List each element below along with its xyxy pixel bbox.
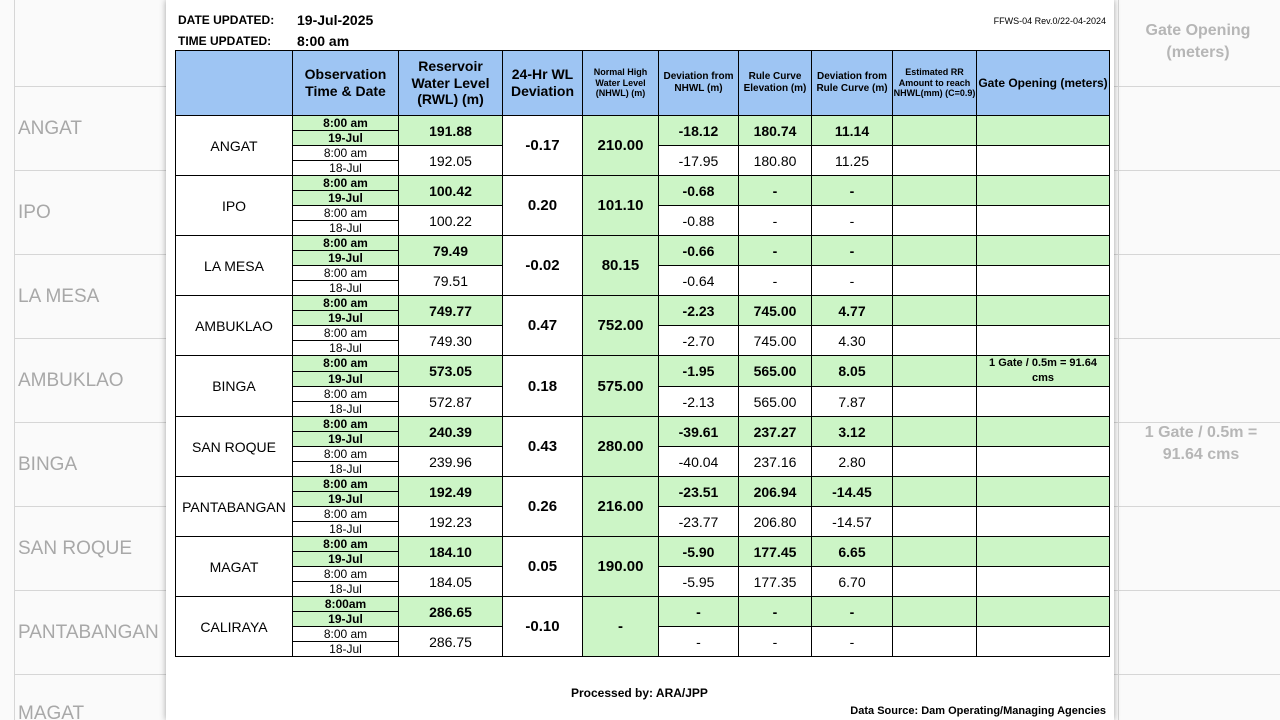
obs-date-previous: 18-Jul (293, 402, 399, 417)
obs-time-previous: 8:00 am (293, 507, 399, 522)
table-row (176, 417, 1110, 432)
dam-name: AMBUKLAO (176, 296, 293, 356)
nhwl-value: - (583, 597, 659, 657)
bg-dam-name: AMBUKLAO (18, 370, 124, 391)
header-deviation-nhwl: Deviation from NHWL (m) (659, 51, 739, 116)
gate-opening-previous (977, 146, 1110, 176)
rwl-previous: 192.05 (399, 146, 503, 176)
obs-date-current: 19-Jul (293, 492, 399, 507)
date-updated-label: DATE UPDATED: (178, 13, 275, 27)
dam-name: BINGA (176, 356, 293, 417)
rule-curve-previous: - (739, 206, 812, 236)
bg-dam-name: LA MESA (18, 286, 100, 307)
deviation-nhwl-current: - (659, 597, 739, 627)
gate-opening-current (977, 417, 1110, 447)
deviation-rule-curve-previous: 6.70 (812, 567, 893, 597)
dam-status-report (166, 0, 1114, 720)
table-header-row (176, 51, 1110, 116)
rule-curve-current: - (739, 176, 812, 206)
deviation-nhwl-previous: - (659, 627, 739, 657)
estimated-rr-previous (893, 206, 977, 236)
obs-time-previous: 8:00 am (293, 146, 399, 161)
deviation-rule-curve-previous: - (812, 206, 893, 236)
time-updated-label: TIME UPDATED: (178, 34, 272, 48)
deviation-nhwl-current: -0.68 (659, 176, 739, 206)
dam-name: CALIRAYA (176, 597, 293, 657)
rwl-current: 192.49 (399, 477, 503, 507)
deviation-rule-curve-current: 8.05 (812, 356, 893, 387)
bg-dam-name: BINGA (18, 454, 78, 475)
obs-time-current: 8:00 am (293, 417, 399, 432)
rwl-previous: 79.51 (399, 266, 503, 296)
obs-time-current: 8:00 am (293, 236, 399, 251)
bg-dam-name: SAN ROQUE (18, 538, 133, 559)
wl-deviation-24hr: 0.47 (503, 296, 583, 356)
gate-opening-current (977, 296, 1110, 326)
obs-time-current: 8:00 am (293, 356, 399, 372)
rule-curve-previous: 206.80 (739, 507, 812, 537)
obs-time-current: 8:00 am (293, 296, 399, 311)
table-row (176, 236, 1110, 251)
nhwl-value: 216.00 (583, 477, 659, 537)
deviation-nhwl-previous: -2.13 (659, 387, 739, 417)
wl-deviation-24hr: 0.05 (503, 537, 583, 597)
obs-date-current: 19-Jul (293, 612, 399, 627)
deviation-rule-curve-current: - (812, 176, 893, 206)
estimated-rr-previous (893, 447, 977, 477)
obs-date-current: 19-Jul (293, 191, 399, 206)
deviation-nhwl-current: -1.95 (659, 356, 739, 387)
obs-date-previous: 18-Jul (293, 341, 399, 356)
rwl-current: 191.88 (399, 116, 503, 146)
deviation-nhwl-previous: -23.77 (659, 507, 739, 537)
rule-curve-previous: 237.16 (739, 447, 812, 477)
rule-curve-current: 177.45 (739, 537, 812, 567)
estimated-rr-previous (893, 507, 977, 537)
rule-curve-current: 237.27 (739, 417, 812, 447)
obs-date-current: 19-Jul (293, 131, 399, 146)
obs-date-previous: 18-Jul (293, 281, 399, 296)
obs-time-previous: 8:00 am (293, 326, 399, 341)
wl-deviation-24hr: -0.10 (503, 597, 583, 657)
estimated-rr-current (893, 597, 977, 627)
rule-curve-current: - (739, 236, 812, 266)
header-nhwl: Normal High Water Level (NHWL) (m) (583, 51, 659, 116)
rwl-previous: 239.96 (399, 447, 503, 477)
obs-time-current: 8:00 am (293, 477, 399, 492)
obs-time-current: 8:00 am (293, 176, 399, 191)
bg-gate-header: Gate Opening (meters) (1145, 22, 1251, 61)
header-rule-curve: Rule Curve Elevation (m) (739, 51, 812, 116)
rule-curve-previous: - (739, 266, 812, 296)
rule-curve-current: - (739, 597, 812, 627)
dam-name: LA MESA (176, 236, 293, 296)
obs-date-current: 19-Jul (293, 432, 399, 447)
rule-curve-previous: 177.35 (739, 567, 812, 597)
obs-time-previous: 8:00 am (293, 266, 399, 281)
gate-opening-current (977, 236, 1110, 266)
rwl-previous: 184.05 (399, 567, 503, 597)
estimated-rr-previous (893, 146, 977, 176)
estimated-rr-current (893, 537, 977, 567)
bg-gate-note: 1 Gate / 0.5m = 91.64 cms (1144, 424, 1258, 463)
rwl-previous: 286.75 (399, 627, 503, 657)
wl-deviation-24hr: 0.43 (503, 417, 583, 477)
wl-deviation-24hr: 0.18 (503, 356, 583, 417)
header-24hr-deviation: 24-Hr WL Deviation (503, 51, 583, 116)
estimated-rr-current (893, 116, 977, 146)
obs-time-previous: 8:00 am (293, 387, 399, 402)
table-row (176, 597, 1110, 612)
rwl-previous: 572.87 (399, 387, 503, 417)
deviation-rule-curve-previous: 4.30 (812, 326, 893, 356)
deviation-rule-curve-previous: 2.80 (812, 447, 893, 477)
gate-opening-previous (977, 447, 1110, 477)
gate-opening-current (977, 176, 1110, 206)
deviation-nhwl-previous: -5.95 (659, 567, 739, 597)
processed-by: Processed by: ARA/JPP (571, 686, 708, 700)
rwl-current: 573.05 (399, 356, 503, 387)
time-updated-value: 8:00 am (297, 33, 350, 49)
deviation-rule-curve-previous: 7.87 (812, 387, 893, 417)
dam-name: IPO (176, 176, 293, 236)
obs-date-previous: 18-Jul (293, 522, 399, 537)
obs-time-current: 8:00 am (293, 116, 399, 131)
rule-curve-previous: 565.00 (739, 387, 812, 417)
blank-header (176, 51, 293, 116)
rule-curve-current: 206.94 (739, 477, 812, 507)
table-row (176, 356, 1110, 372)
dam-name: MAGAT (176, 537, 293, 597)
deviation-nhwl-previous: -17.95 (659, 146, 739, 176)
estimated-rr-current (893, 236, 977, 266)
rule-curve-previous: 745.00 (739, 326, 812, 356)
table-body (176, 116, 1110, 657)
rule-curve-current: 180.74 (739, 116, 812, 146)
rwl-previous: 749.30 (399, 326, 503, 356)
rwl-previous: 192.23 (399, 507, 503, 537)
wl-deviation-24hr: -0.02 (503, 236, 583, 296)
deviation-rule-curve-current: - (812, 236, 893, 266)
estimated-rr-previous (893, 627, 977, 657)
deviation-rule-curve-current: 11.14 (812, 116, 893, 146)
table-row (176, 176, 1110, 191)
obs-time-previous: 8:00 am (293, 206, 399, 221)
gate-opening-previous (977, 326, 1110, 356)
obs-time-previous: 8:00 am (293, 567, 399, 582)
deviation-nhwl-previous: -0.64 (659, 266, 739, 296)
obs-time-current: 8:00 am (293, 537, 399, 552)
obs-date-current: 19-Jul (293, 311, 399, 326)
gate-opening-current (977, 477, 1110, 507)
deviation-nhwl-previous: -0.88 (659, 206, 739, 236)
wl-deviation-24hr: -0.17 (503, 116, 583, 176)
gate-opening-current (977, 116, 1110, 146)
gate-opening-previous (977, 567, 1110, 597)
wl-deviation-24hr: 0.26 (503, 477, 583, 537)
bg-dam-name: MAGAT (18, 703, 85, 720)
rule-curve-previous: 180.80 (739, 146, 812, 176)
header-gate-opening: Gate Opening (meters) (977, 51, 1110, 116)
rwl-current: 749.77 (399, 296, 503, 326)
obs-date-previous: 18-Jul (293, 161, 399, 176)
obs-time-previous: 8:00 am (293, 447, 399, 462)
deviation-nhwl-current: -5.90 (659, 537, 739, 567)
estimated-rr-previous (893, 326, 977, 356)
obs-date-current: 19-Jul (293, 371, 399, 387)
gate-opening-previous (977, 387, 1110, 417)
deviation-rule-curve-current: 4.77 (812, 296, 893, 326)
bg-dam-name: ANGAT (18, 118, 83, 139)
nhwl-value: 80.15 (583, 236, 659, 296)
table-row (176, 477, 1110, 492)
reservoir-table (175, 50, 1110, 657)
obs-date-current: 19-Jul (293, 251, 399, 266)
rule-curve-current: 745.00 (739, 296, 812, 326)
rule-curve-previous: - (739, 627, 812, 657)
estimated-rr-previous (893, 387, 977, 417)
gate-opening-current: 1 Gate / 0.5m = 91.64 cms (977, 356, 1110, 387)
table-row (176, 537, 1110, 552)
deviation-nhwl-current: -18.12 (659, 116, 739, 146)
deviation-nhwl-previous: -40.04 (659, 447, 739, 477)
wl-deviation-24hr: 0.20 (503, 176, 583, 236)
estimated-rr-current (893, 417, 977, 447)
dam-name: PANTABANGAN (176, 477, 293, 537)
obs-date-previous: 18-Jul (293, 642, 399, 657)
deviation-rule-curve-previous: - (812, 627, 893, 657)
form-code: FFWS-04 Rev.0/22-04-2024 (993, 16, 1106, 26)
rule-curve-current: 565.00 (739, 356, 812, 387)
obs-time-previous: 8:00 am (293, 627, 399, 642)
table-row (176, 116, 1110, 131)
deviation-rule-curve-current: 3.12 (812, 417, 893, 447)
nhwl-value: 752.00 (583, 296, 659, 356)
table-row (176, 296, 1110, 311)
gate-opening-previous (977, 627, 1110, 657)
nhwl-value: 575.00 (583, 356, 659, 417)
dam-name: ANGAT (176, 116, 293, 176)
nhwl-value: 101.10 (583, 176, 659, 236)
bg-dam-name: IPO (18, 202, 51, 223)
estimated-rr-current (893, 477, 977, 507)
nhwl-value: 190.00 (583, 537, 659, 597)
obs-time-current: 8:00am (293, 597, 399, 612)
deviation-rule-curve-current: 6.65 (812, 537, 893, 567)
estimated-rr-current (893, 296, 977, 326)
gate-opening-current (977, 537, 1110, 567)
gate-opening-previous (977, 266, 1110, 296)
data-source: Data Source: Dam Operating/Managing Agencies (850, 705, 1106, 717)
obs-date-current: 19-Jul (293, 552, 399, 567)
obs-date-previous: 18-Jul (293, 221, 399, 236)
header-estimated-rr: Estimated RR Amount to reach NHWL(mm) (C=0.9) (893, 51, 977, 116)
nhwl-value: 210.00 (583, 116, 659, 176)
rwl-current: 79.49 (399, 236, 503, 266)
rwl-current: 100.42 (399, 176, 503, 206)
rwl-current: 240.39 (399, 417, 503, 447)
estimated-rr-previous (893, 266, 977, 296)
rwl-current: 286.65 (399, 597, 503, 627)
deviation-rule-curve-previous: - (812, 266, 893, 296)
obs-date-previous: 18-Jul (293, 582, 399, 597)
deviation-nhwl-current: -2.23 (659, 296, 739, 326)
deviation-rule-curve-current: -14.45 (812, 477, 893, 507)
deviation-nhwl-current: -23.51 (659, 477, 739, 507)
header-observation: Observation Time & Date (293, 51, 399, 116)
bg-dam-name: PANTABANGAN (18, 622, 159, 643)
date-updated-value: 19-Jul-2025 (297, 12, 374, 28)
deviation-rule-curve-current: - (812, 597, 893, 627)
rwl-current: 184.10 (399, 537, 503, 567)
deviation-nhwl-current: -39.61 (659, 417, 739, 447)
estimated-rr-previous (893, 567, 977, 597)
rwl-previous: 100.22 (399, 206, 503, 236)
header-deviation-rule-curve: Deviation from Rule Curve (m) (812, 51, 893, 116)
deviation-nhwl-previous: -2.70 (659, 326, 739, 356)
gate-opening-previous (977, 206, 1110, 236)
gate-opening-previous (977, 507, 1110, 537)
header-rwl: Reservoir Water Level (RWL) (m) (399, 51, 503, 116)
estimated-rr-current (893, 356, 977, 387)
obs-date-previous: 18-Jul (293, 462, 399, 477)
deviation-rule-curve-previous: 11.25 (812, 146, 893, 176)
gate-opening-current (977, 597, 1110, 627)
deviation-rule-curve-previous: -14.57 (812, 507, 893, 537)
estimated-rr-current (893, 176, 977, 206)
deviation-nhwl-current: -0.66 (659, 236, 739, 266)
nhwl-value: 280.00 (583, 417, 659, 477)
dam-name: SAN ROQUE (176, 417, 293, 477)
